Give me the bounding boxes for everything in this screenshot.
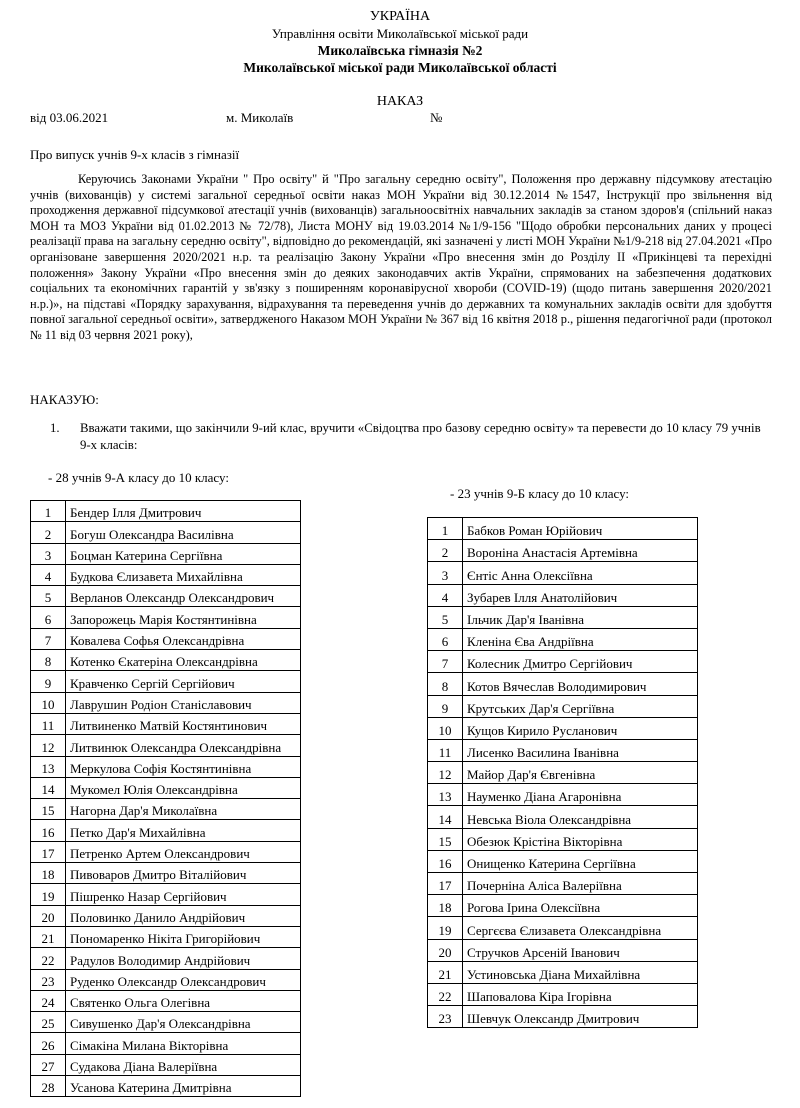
order-item-1	[50, 420, 772, 454]
student-row	[31, 692, 301, 713]
student-row	[31, 564, 301, 585]
student-number: 6	[31, 607, 66, 628]
student-number: 17	[428, 873, 463, 895]
order-city: м. Миколаїв	[226, 110, 294, 125]
student-number: 26	[31, 1033, 66, 1054]
student-name: Крутських Дар'я Сергіївна	[463, 695, 698, 717]
student-number: 6	[428, 628, 463, 650]
student-name: Обезюк Крістіна Вікторівна	[463, 828, 698, 850]
order-number: №	[430, 110, 443, 125]
student-row	[31, 799, 301, 820]
class-b-table	[427, 517, 698, 1028]
student-row	[31, 926, 301, 947]
student-name: Судакова Діана Валеріївна	[66, 1054, 301, 1075]
student-number: 9	[31, 671, 66, 692]
student-name: Рогова Ірина Олексіївна	[463, 895, 698, 917]
student-row	[31, 522, 301, 543]
item-text: Вважати такими, що закінчили 9-ий клас, вручити «Свідоцтва про базову середню освіту» та перевести до 10 класу 79 учнів 9-х класів:	[80, 421, 761, 452]
student-number: 15	[428, 828, 463, 850]
student-name: Мукомел Юлія Олександрівна	[66, 777, 301, 798]
student-row	[31, 628, 301, 649]
student-name: Єнтіс Анна Олексіївна	[463, 562, 698, 584]
student-number: 13	[31, 756, 66, 777]
student-name: Пивоваров Дмитро Віталійович	[66, 863, 301, 884]
student-number: 2	[428, 540, 463, 562]
student-row	[31, 1076, 301, 1097]
student-row	[31, 948, 301, 969]
student-number: 15	[31, 799, 66, 820]
student-row	[428, 673, 698, 695]
student-row	[428, 695, 698, 717]
student-row	[31, 1033, 301, 1054]
student-number: 27	[31, 1054, 66, 1075]
student-number: 5	[31, 586, 66, 607]
student-number: 12	[428, 762, 463, 784]
student-name: Ільчик Дар'я Іванівна	[463, 606, 698, 628]
student-name: Пономаренко Нікіта Григорійович	[66, 926, 301, 947]
student-number: 24	[31, 990, 66, 1011]
student-number: 3	[31, 543, 66, 564]
student-number: 11	[428, 739, 463, 761]
student-name: Будкова Єлизавета Михайлівна	[66, 564, 301, 585]
student-row	[428, 540, 698, 562]
student-number: 10	[428, 717, 463, 739]
student-row	[31, 905, 301, 926]
student-name: Стручков Арсеній Іванович	[463, 939, 698, 961]
student-row	[428, 784, 698, 806]
student-number: 13	[428, 784, 463, 806]
student-row	[31, 884, 301, 905]
student-number: 14	[31, 777, 66, 798]
student-row	[428, 762, 698, 784]
student-row	[428, 562, 698, 584]
student-row	[31, 543, 301, 564]
student-name: Невська Віола Олександрівна	[463, 806, 698, 828]
student-number: 19	[428, 917, 463, 939]
student-number: 22	[428, 983, 463, 1005]
student-row	[428, 961, 698, 983]
student-row	[428, 850, 698, 872]
student-name: Кущов Кирило Русланович	[463, 717, 698, 739]
student-number: 7	[428, 651, 463, 673]
student-row	[428, 828, 698, 850]
student-row	[31, 777, 301, 798]
student-number: 19	[31, 884, 66, 905]
student-name: Котов Вячеслав Володимирович	[463, 673, 698, 695]
order-preamble	[30, 172, 772, 344]
student-name: Сімакіна Милана Вікторівна	[66, 1033, 301, 1054]
student-number: 2	[31, 522, 66, 543]
student-row	[31, 969, 301, 990]
class-a-caption: - 28 учнів 9-А класу до 10 класу:	[48, 470, 229, 485]
student-name: Верланов Олександр Олександрович	[66, 586, 301, 607]
student-row	[31, 1012, 301, 1033]
student-name: Почерніна Аліса Валеріївна	[463, 873, 698, 895]
student-number: 23	[31, 969, 66, 990]
student-row	[428, 917, 698, 939]
student-name: Богуш Олександра Василівна	[66, 522, 301, 543]
order-date: від 03.06.2021	[30, 110, 109, 125]
student-row	[428, 651, 698, 673]
student-name: Кравченко Сергій Сергійович	[66, 671, 301, 692]
student-row	[428, 983, 698, 1005]
student-row	[428, 739, 698, 761]
student-number: 20	[31, 905, 66, 926]
item-number: 1.	[50, 421, 60, 435]
preamble-text: Керуючись Законами України " Про освіту" й "Про загальну середню освіту", Положення про державну підсумкову атестацію учнів (вихованців) у системі загальної середньої освіти наказ МОН України від 30.12.2014 №1547, Інструкції про звільнення від проходження державної підсумкової атестації учнів (вихованців) загальноосвітніх навчальних закладів за станом здоров'я (спільний наказ МОН та МОЗ України від 01.02.2013 № 72/78), Листа МОНУ від 19.03.2014 №1/9-156 "Щодо обробки персональних даних у процесі реалізації права на загальну середню освіту", відповідно до рекомендацій, які зазначені у листі МОН України №1/9-218 від 27.04.2021 «Про організоване завершення 2020/2021 н.р. та реалізацію Закону України «Про внесення змін до Розділу ІІ «Прикінцеві та перехідні положення» Закону України «Про внесення змін до деяких законодавчих актів України, спрямованих на забезпечення додаткових соціальних та економічних гарантій у зв'язку з поширенням коронавірусної хвороби (COVID-19) (щодо питань завершення 2020/2021 н.р.)», на підставі «Порядку зарахування, відрахування та переведення учнів до державних та комунальних закладів освіти для здобуття повної загальної середньої освіти», затвердженого Наказом МОН України № 367 від 16 квітня 2018 р., рішення педагогічної ради (протокол № 11 від 03 червня 2021 року),	[30, 172, 772, 342]
doc-title: НАКАЗ	[376, 94, 424, 109]
student-name: Науменко Діана Агаронівна	[463, 784, 698, 806]
student-number: 1	[31, 501, 66, 522]
student-number: 18	[428, 895, 463, 917]
student-row	[31, 671, 301, 692]
student-name: Котенко Єкатеріна Олександрівна	[66, 650, 301, 671]
student-number: 9	[428, 695, 463, 717]
student-row	[31, 756, 301, 777]
student-row	[428, 1006, 698, 1028]
student-number: 8	[31, 650, 66, 671]
student-number: 3	[428, 562, 463, 584]
student-name: Майор Дар'я Євгенівна	[463, 762, 698, 784]
student-number: 16	[31, 820, 66, 841]
student-number: 5	[428, 606, 463, 628]
student-name: Бендер Ілля Дмитрович	[66, 501, 301, 522]
student-row	[428, 584, 698, 606]
student-row	[31, 990, 301, 1011]
student-number: 25	[31, 1012, 66, 1033]
student-row	[428, 518, 698, 540]
student-name: Нагорна Дар'я Миколаївна	[66, 799, 301, 820]
student-row	[31, 650, 301, 671]
student-name: Ковалева Софья Олександрівна	[66, 628, 301, 649]
header-school: Миколаївська гімназія №2	[317, 43, 483, 58]
student-row	[428, 873, 698, 895]
student-name: Шевчук Олександр Дмитрович	[463, 1006, 698, 1028]
student-row	[31, 1054, 301, 1075]
student-name: Литвиненко Матвій Костянтинович	[66, 713, 301, 734]
student-number: 23	[428, 1006, 463, 1028]
student-number: 7	[31, 628, 66, 649]
student-name: Боцман Катерина Сергіївна	[66, 543, 301, 564]
student-name: Сивушенко Дар'я Олександрівна	[66, 1012, 301, 1033]
student-row	[428, 939, 698, 961]
student-row	[31, 841, 301, 862]
header-country: УКРАЇНА	[369, 9, 431, 24]
student-number: 16	[428, 850, 463, 872]
student-row	[31, 607, 301, 628]
student-number: 21	[428, 961, 463, 983]
student-number: 4	[428, 584, 463, 606]
student-row	[31, 735, 301, 756]
student-row	[428, 606, 698, 628]
student-number: 14	[428, 806, 463, 828]
student-row	[31, 863, 301, 884]
order-word: НАКАЗУЮ:	[30, 392, 99, 407]
student-number: 12	[31, 735, 66, 756]
order-subject: Про випуск учнів 9-х класів з гімназії	[30, 147, 240, 162]
student-row	[428, 806, 698, 828]
student-name: Зубарев Ілля Анатолійович	[463, 584, 698, 606]
student-name: Лисенко Василина Іванівна	[463, 739, 698, 761]
student-name: Бабков Роман Юрійович	[463, 518, 698, 540]
student-name: Усанова Катерина Дмитрівна	[66, 1076, 301, 1097]
student-name: Петренко Артем Олександрович	[66, 841, 301, 862]
student-number: 17	[31, 841, 66, 862]
student-row	[31, 713, 301, 734]
student-number: 10	[31, 692, 66, 713]
student-number: 20	[428, 939, 463, 961]
student-row	[428, 895, 698, 917]
student-name: Лаврушин Родіон Станіславович	[66, 692, 301, 713]
student-number: 8	[428, 673, 463, 695]
student-name: Устиновська Діана Михайлівна	[463, 961, 698, 983]
student-number: 22	[31, 948, 66, 969]
student-name: Радулов Володимир Андрійович	[66, 948, 301, 969]
student-name: Руденко Олександр Олександрович	[66, 969, 301, 990]
student-name: Вороніна Анастасія Артемівна	[463, 540, 698, 562]
student-row	[31, 820, 301, 841]
student-number: 1	[428, 518, 463, 540]
student-name: Сергєєва Єлизавета Олександрівна	[463, 917, 698, 939]
student-name: Петко Дар'я Михайлівна	[66, 820, 301, 841]
class-a-table	[30, 500, 301, 1097]
student-name: Кленіна Єва Андріївна	[463, 628, 698, 650]
student-row	[428, 628, 698, 650]
student-number: 18	[31, 863, 66, 884]
student-number: 28	[31, 1076, 66, 1097]
class-b-caption: - 23 учнів 9-Б класу до 10 класу:	[450, 486, 630, 501]
student-name: Половинко Данило Андрійович	[66, 905, 301, 926]
student-name: Колесник Дмитро Сергійович	[463, 651, 698, 673]
header-department: Управління освіти Миколаївської міської ради	[271, 26, 529, 41]
student-name: Меркулова Софія Костянтинівна	[66, 756, 301, 777]
student-row	[428, 717, 698, 739]
student-name: Пішренко Назар Сергійович	[66, 884, 301, 905]
student-row	[31, 501, 301, 522]
student-name: Литвинюк Олександра Олександрівна	[66, 735, 301, 756]
student-number: 4	[31, 564, 66, 585]
student-number: 11	[31, 713, 66, 734]
student-name: Шаповалова Кіра Ігорівна	[463, 983, 698, 1005]
student-name: Онищенко Катерина Сергіївна	[463, 850, 698, 872]
header-school-sub: Миколаївської міської ради Миколаївської області	[243, 60, 557, 75]
student-name: Святенко Ольга Олегівна	[66, 990, 301, 1011]
student-number: 21	[31, 926, 66, 947]
student-row	[31, 586, 301, 607]
student-name: Запорожець Марія Костянтинівна	[66, 607, 301, 628]
